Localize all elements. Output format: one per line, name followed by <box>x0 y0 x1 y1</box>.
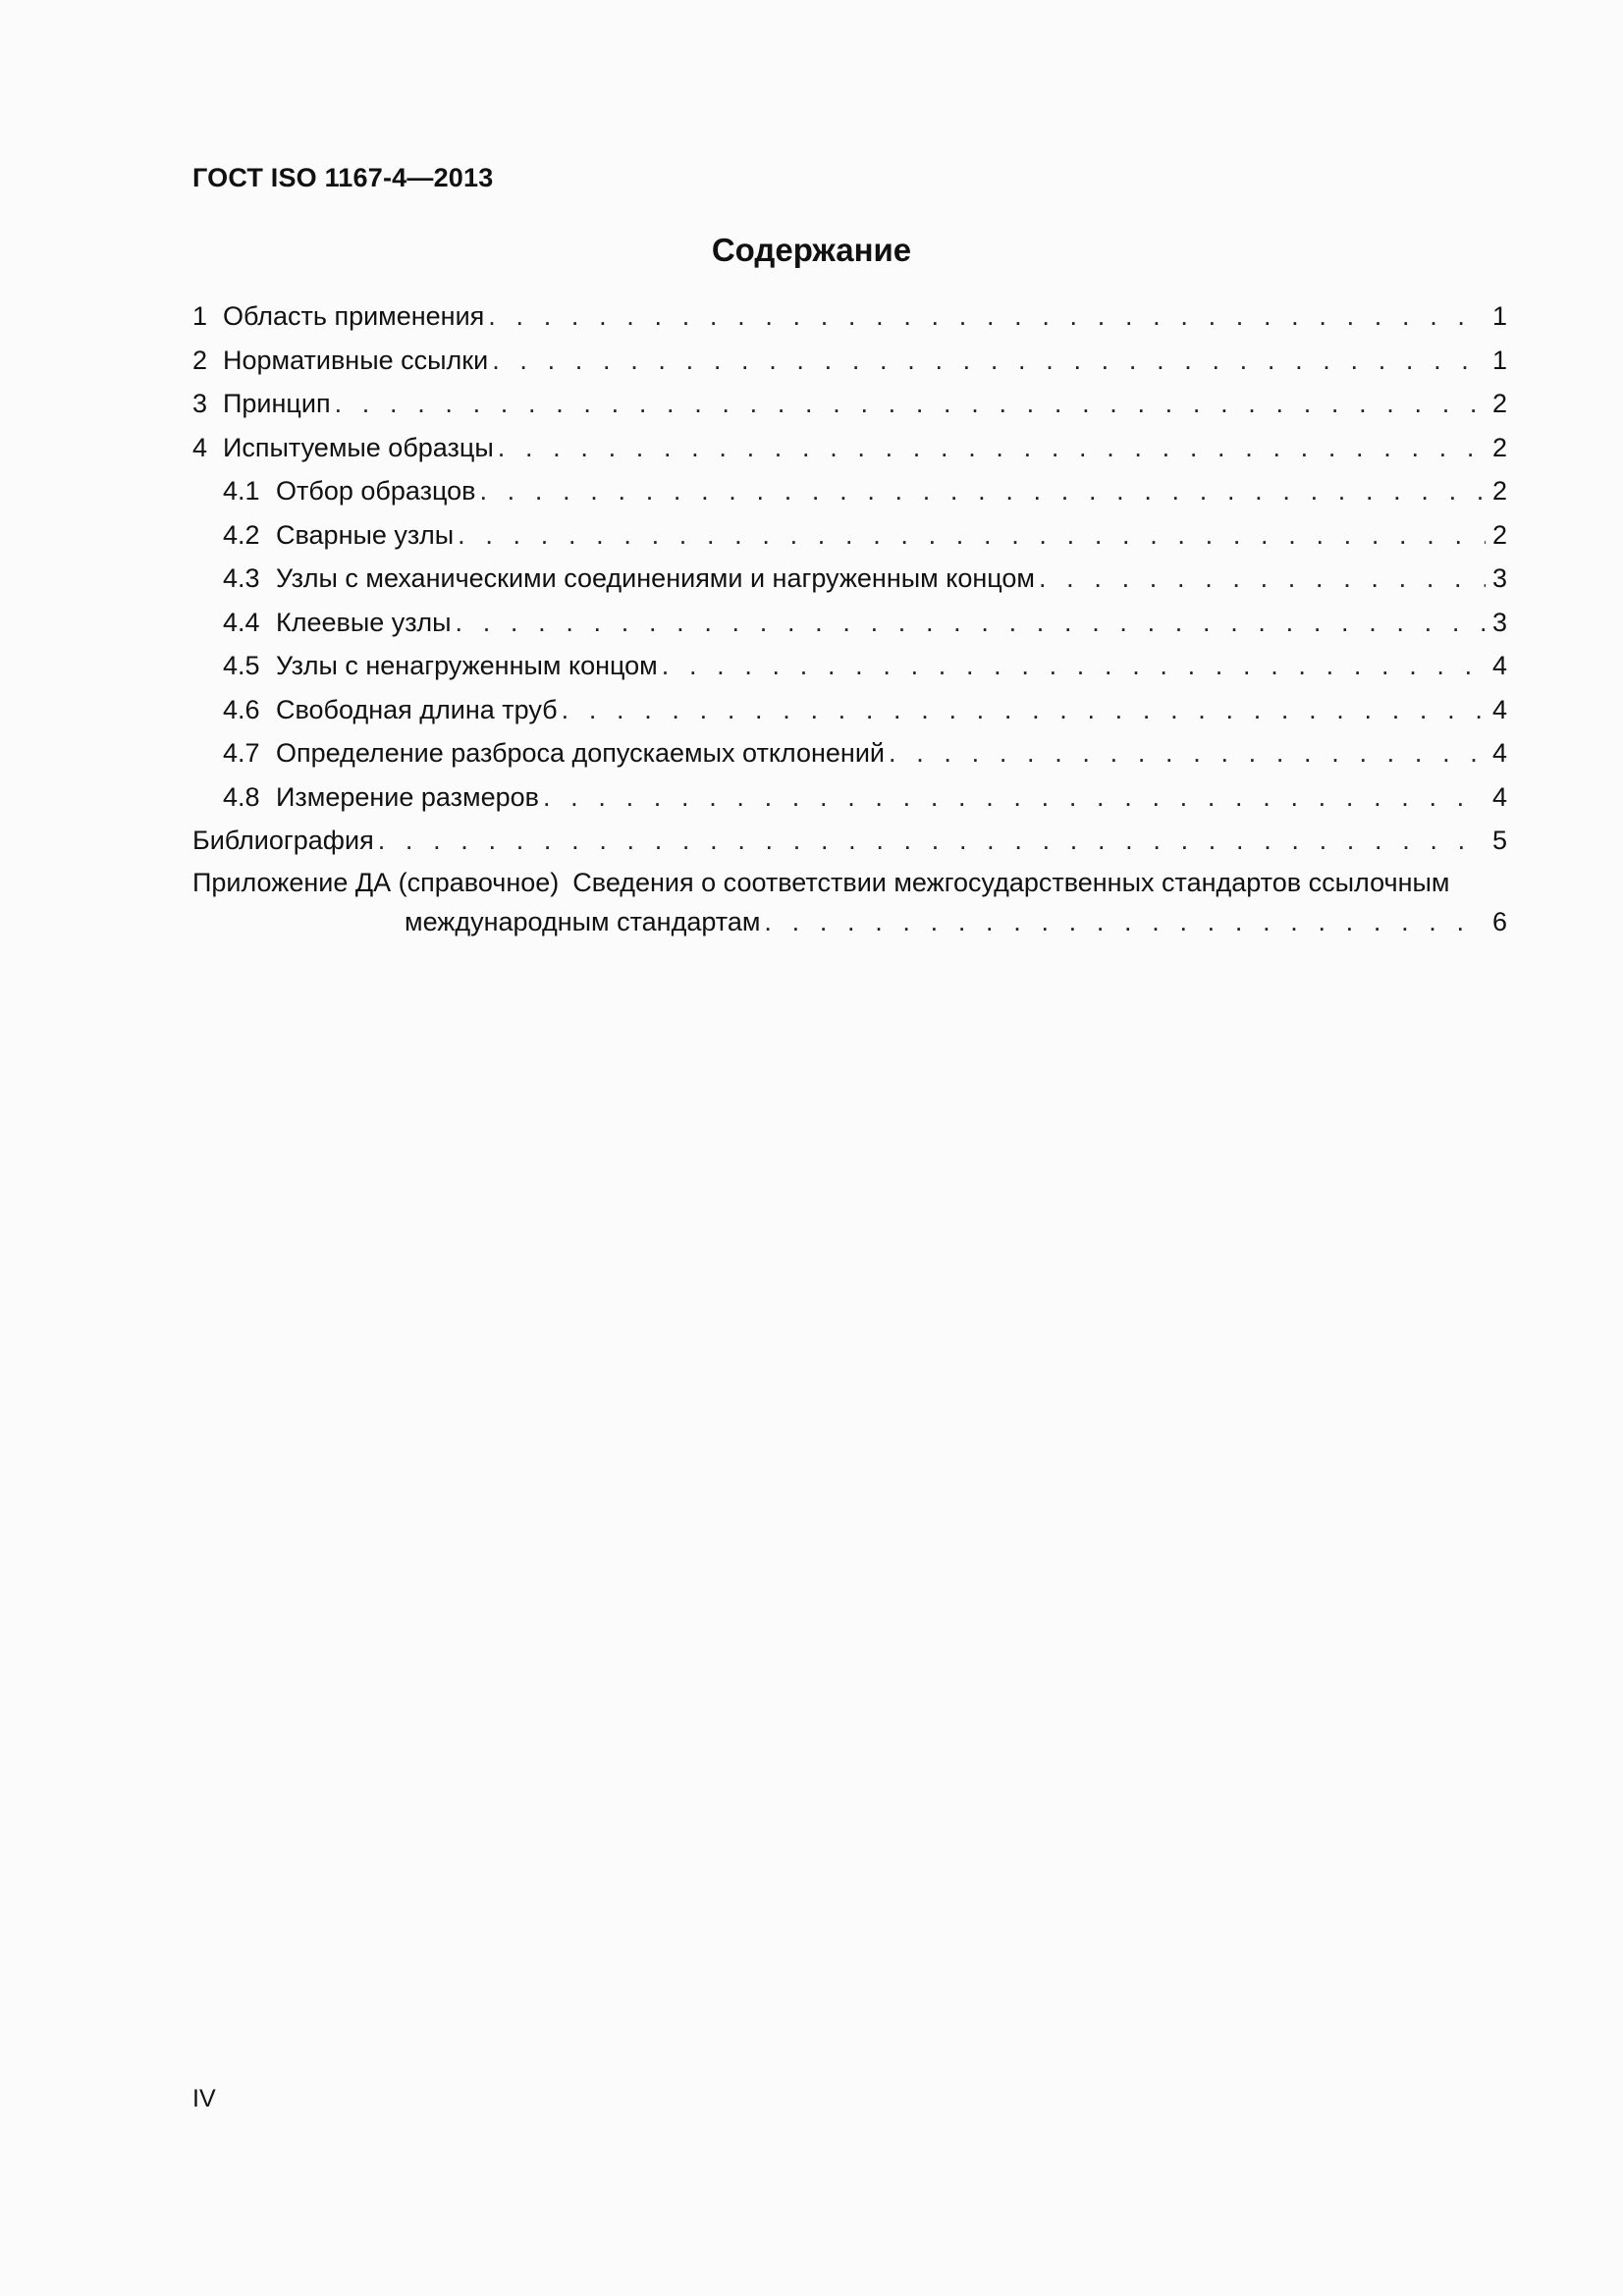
toc-entry-4-4[interactable] <box>192 601 1507 645</box>
leader-dots <box>479 469 1486 513</box>
table-of-contents <box>192 294 1507 941</box>
annex-title-line1: Сведения о соответствии межгосударственных стандартов ссылочным <box>572 867 1450 897</box>
annex-title-line2: международным стандартам <box>405 906 761 936</box>
toc-entry-2[interactable] <box>192 339 1507 383</box>
toc-entry-label: Узлы с ненагруженным концом <box>276 651 658 680</box>
toc-entry-4-2[interactable] <box>192 513 1507 558</box>
toc-entry-4-1[interactable] <box>192 469 1507 513</box>
leader-dots <box>335 382 1486 426</box>
leader-dots <box>498 426 1486 470</box>
toc-entry-label: Измерение размеров <box>276 781 539 812</box>
toc-entry-label: Сварные узлы <box>276 519 455 550</box>
leader-dots <box>662 644 1486 688</box>
leader-dots <box>764 902 1486 941</box>
document-code: ГОСТ ISO 1167-4—2013 <box>192 163 494 192</box>
toc-entry-page: 4 <box>1491 781 1507 812</box>
toc-entry-4-7[interactable] <box>192 731 1507 775</box>
toc-entry-label: Узлы с механическими соединениями и нагруженным концом <box>276 563 1035 593</box>
toc-entry-page: 2 <box>1491 476 1507 506</box>
toc-entry-label: Свободная длина труб <box>276 694 558 724</box>
toc-entry-4-8[interactable] <box>192 775 1507 820</box>
leader-dots <box>488 294 1486 339</box>
toc-entry-annex[interactable] <box>192 863 1507 941</box>
leader-dots <box>543 775 1486 820</box>
toc-entry-label: Отбор образцов <box>276 476 476 506</box>
toc-entry-1[interactable] <box>192 294 1507 339</box>
page-number: IV <box>192 2085 216 2112</box>
toc-entry-page: 2 <box>1491 432 1507 462</box>
toc-entry-page: 4 <box>1491 738 1507 768</box>
toc-entry-page: 4 <box>1491 694 1507 724</box>
toc-entry-label: Библиография <box>192 826 374 855</box>
toc-entry-number: 4.6 <box>223 694 260 724</box>
toc-entry-page: 2 <box>1491 389 1507 418</box>
toc-entry-number: 4.3 <box>223 563 260 593</box>
leader-dots <box>456 601 1486 645</box>
toc-entry-page: 2 <box>1491 519 1507 550</box>
toc-entry-label: Принцип <box>223 389 331 418</box>
toc-entry-label: Область применения <box>223 301 485 331</box>
toc-entry-page: 3 <box>1491 563 1507 593</box>
toc-entry-number: 4.4 <box>223 607 260 637</box>
toc-entry-4[interactable] <box>192 426 1507 470</box>
toc-entry-label: Испытуемые образцы <box>223 432 494 462</box>
toc-entry-label: Нормативные ссылки <box>223 345 489 375</box>
toc-entry-page: 4 <box>1491 651 1507 680</box>
toc-entry-4-5[interactable] <box>192 644 1507 688</box>
toc-entry-number: 1 <box>192 301 208 331</box>
toc-entry-number: 4.5 <box>223 651 260 680</box>
leader-dots <box>1039 557 1486 601</box>
toc-entry-3[interactable] <box>192 382 1507 426</box>
toc-entry-number: 4.1 <box>223 476 260 506</box>
toc-entry-4-3[interactable] <box>192 557 1507 601</box>
toc-entry-number: 2 <box>192 345 208 375</box>
toc-entry-page: 6 <box>1491 906 1507 936</box>
toc-entry-number: 4.8 <box>223 781 260 812</box>
toc-entry-page: 3 <box>1491 607 1507 637</box>
leader-dots <box>562 688 1486 732</box>
leader-dots <box>378 819 1486 863</box>
toc-entry-page: 5 <box>1491 826 1507 855</box>
toc-entry-label: Определение разброса допускаемых отклонений <box>276 738 886 768</box>
toc-entry-bibliography[interactable] <box>192 819 1507 863</box>
toc-entry-number: 4.2 <box>223 519 260 550</box>
leader-dots <box>458 513 1486 558</box>
toc-entry-page: 1 <box>1491 345 1507 375</box>
toc-entry-number: 3 <box>192 389 208 418</box>
leader-dots <box>492 339 1486 383</box>
toc-entry-label: Клеевые узлы <box>276 607 452 637</box>
annex-label: Приложение ДА (справочное) <box>192 867 560 897</box>
toc-entry-page: 1 <box>1491 301 1507 331</box>
leader-dots <box>889 731 1486 775</box>
toc-entry-4-6[interactable] <box>192 688 1507 732</box>
toc-title: Содержание <box>711 232 912 268</box>
toc-entry-number: 4 <box>192 432 208 462</box>
toc-entry-number: 4.7 <box>223 738 260 768</box>
